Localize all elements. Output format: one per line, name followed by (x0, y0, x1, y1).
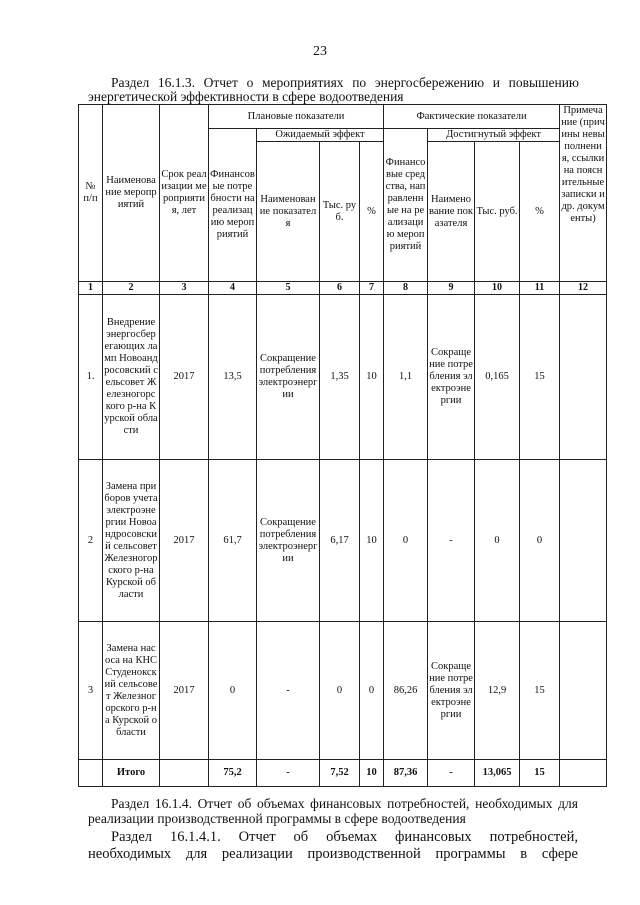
header-exp-name: Наименование показателя (257, 142, 320, 282)
header-name: Наименование мероприятий (103, 105, 160, 282)
total-exp-name: - (257, 760, 320, 787)
header-achieved: Достигнутый эффект (428, 129, 560, 142)
table-row (79, 295, 607, 460)
row-exp-pct: 10 (360, 460, 384, 622)
total-plan-fin: 75,2 (209, 760, 257, 787)
header-act-fin: Финансовые средства, направленные на реализацию мероприятий (384, 129, 428, 282)
row-term: 2017 (160, 295, 209, 460)
row-exp-rub: 1,35 (320, 295, 360, 460)
section-16-1-3-title-line1: Раздел 16.1.3. Отчет о мероприятиях по энергосбережению и повышению (111, 75, 579, 90)
row-note (560, 622, 607, 760)
table-row (79, 460, 607, 622)
row-ach-rub: 0,165 (475, 295, 520, 460)
col-number: 3 (160, 282, 209, 295)
row-exp-pct: 10 (360, 295, 384, 460)
section-16-1-4-1-title-line1: Раздел 16.1.4.1. Отчет об объемах финансовых потребностей, (111, 829, 578, 845)
row-ach-pct: 0 (520, 460, 560, 622)
row-term: 2017 (160, 460, 209, 622)
total-ach-rub: 13,065 (475, 760, 520, 787)
header-note: Примечание (причины невыполнения, ссылки на пояснительные записки и др. документы) (560, 105, 607, 282)
section-16-1-4-1-title-line2: необходимых для реализации производственной программы в сфере (88, 846, 578, 862)
section-16-1-4-title-line1: Раздел 16.1.4. Отчет об объемах финансовых потребностей, необходимых для (111, 796, 578, 811)
total-exp-pct: 10 (360, 760, 384, 787)
row-num: 1. (79, 295, 103, 460)
col-number: 11 (520, 282, 560, 295)
total-note (560, 760, 607, 787)
header-planned: Плановые показатели (209, 105, 384, 129)
header-num: № п/п (79, 105, 103, 282)
row-exp-name: Сокращение потребления электроэнергии (257, 295, 320, 460)
row-act-fin: 86,26 (384, 622, 428, 760)
row-plan-fin: 0 (209, 622, 257, 760)
total-ach-pct: 15 (520, 760, 560, 787)
row-act-fin: 1,1 (384, 295, 428, 460)
row-exp-pct: 0 (360, 622, 384, 760)
header-plan-fin: Финансовые потребности на реализацию мероприятий (209, 129, 257, 282)
col-number: 12 (560, 282, 607, 295)
row-name: Внедрение энергосберегающих ламп Новоандросовский сельсовет Железногорского р-на Курской области (103, 295, 160, 460)
row-note (560, 460, 607, 622)
col-number: 8 (384, 282, 428, 295)
col-number: 2 (103, 282, 160, 295)
row-note (560, 295, 607, 460)
header-ach-name: Наименование показателя (428, 142, 475, 282)
total-term (160, 760, 209, 787)
row-name: Замена приборов учета электроэнергии Новоандросовский сельсовет Железногорского р-на Курской области (103, 460, 160, 622)
section-16-1-3-title-line2: энергетической эффективности в сфере водоотведения (88, 89, 404, 104)
total-ach-name: - (428, 760, 475, 787)
row-exp-rub: 0 (320, 622, 360, 760)
header-term: Срок реализации мероприятия, лет (160, 105, 209, 282)
table-row (79, 622, 607, 760)
row-term: 2017 (160, 622, 209, 760)
total-act-fin: 87,36 (384, 760, 428, 787)
row-exp-rub: 6,17 (320, 460, 360, 622)
row-plan-fin: 13,5 (209, 295, 257, 460)
total-exp-rub: 7,52 (320, 760, 360, 787)
row-act-fin: 0 (384, 460, 428, 622)
row-ach-name: Сокращение потребления электроэнергии (428, 622, 475, 760)
col-number: 10 (475, 282, 520, 295)
section-16-1-4-title-line2: реализации производственной программы в сфере водоотведения (88, 811, 466, 826)
col-number: 5 (257, 282, 320, 295)
energy-saving-report-table (78, 104, 607, 787)
col-number: 7 (360, 282, 384, 295)
header-exp-pct: % (360, 142, 384, 282)
row-exp-name: - (257, 622, 320, 760)
col-number: 9 (428, 282, 475, 295)
total-row (79, 760, 607, 787)
row-ach-pct: 15 (520, 295, 560, 460)
row-name: Замена насоса на КНС Студенокский сельсовет Железногорского р-на Курской области (103, 622, 160, 760)
header-exp-rub: Тыс. руб. (320, 142, 360, 282)
row-ach-name: - (428, 460, 475, 622)
total-label: Итого (103, 760, 160, 787)
row-plan-fin: 61,7 (209, 460, 257, 622)
header-expected: Ожидаемый эффект (257, 129, 384, 142)
row-ach-pct: 15 (520, 622, 560, 760)
row-exp-name: Сокращение потребления электроэнергии (257, 460, 320, 622)
column-numbers-row (79, 282, 607, 295)
header-ach-rub: Тыс. руб. (475, 142, 520, 282)
col-number: 6 (320, 282, 360, 295)
row-ach-name: Сокращение потребления электроэнергии (428, 295, 475, 460)
header-actual: Фактические показатели (384, 105, 560, 129)
header-ach-pct: % (520, 142, 560, 282)
total-num (79, 760, 103, 787)
col-number: 4 (209, 282, 257, 295)
row-ach-rub: 0 (475, 460, 520, 622)
col-number: 1 (79, 282, 103, 295)
row-num: 2 (79, 460, 103, 622)
row-num: 3 (79, 622, 103, 760)
row-ach-rub: 12,9 (475, 622, 520, 760)
page-number: 23 (313, 44, 327, 59)
